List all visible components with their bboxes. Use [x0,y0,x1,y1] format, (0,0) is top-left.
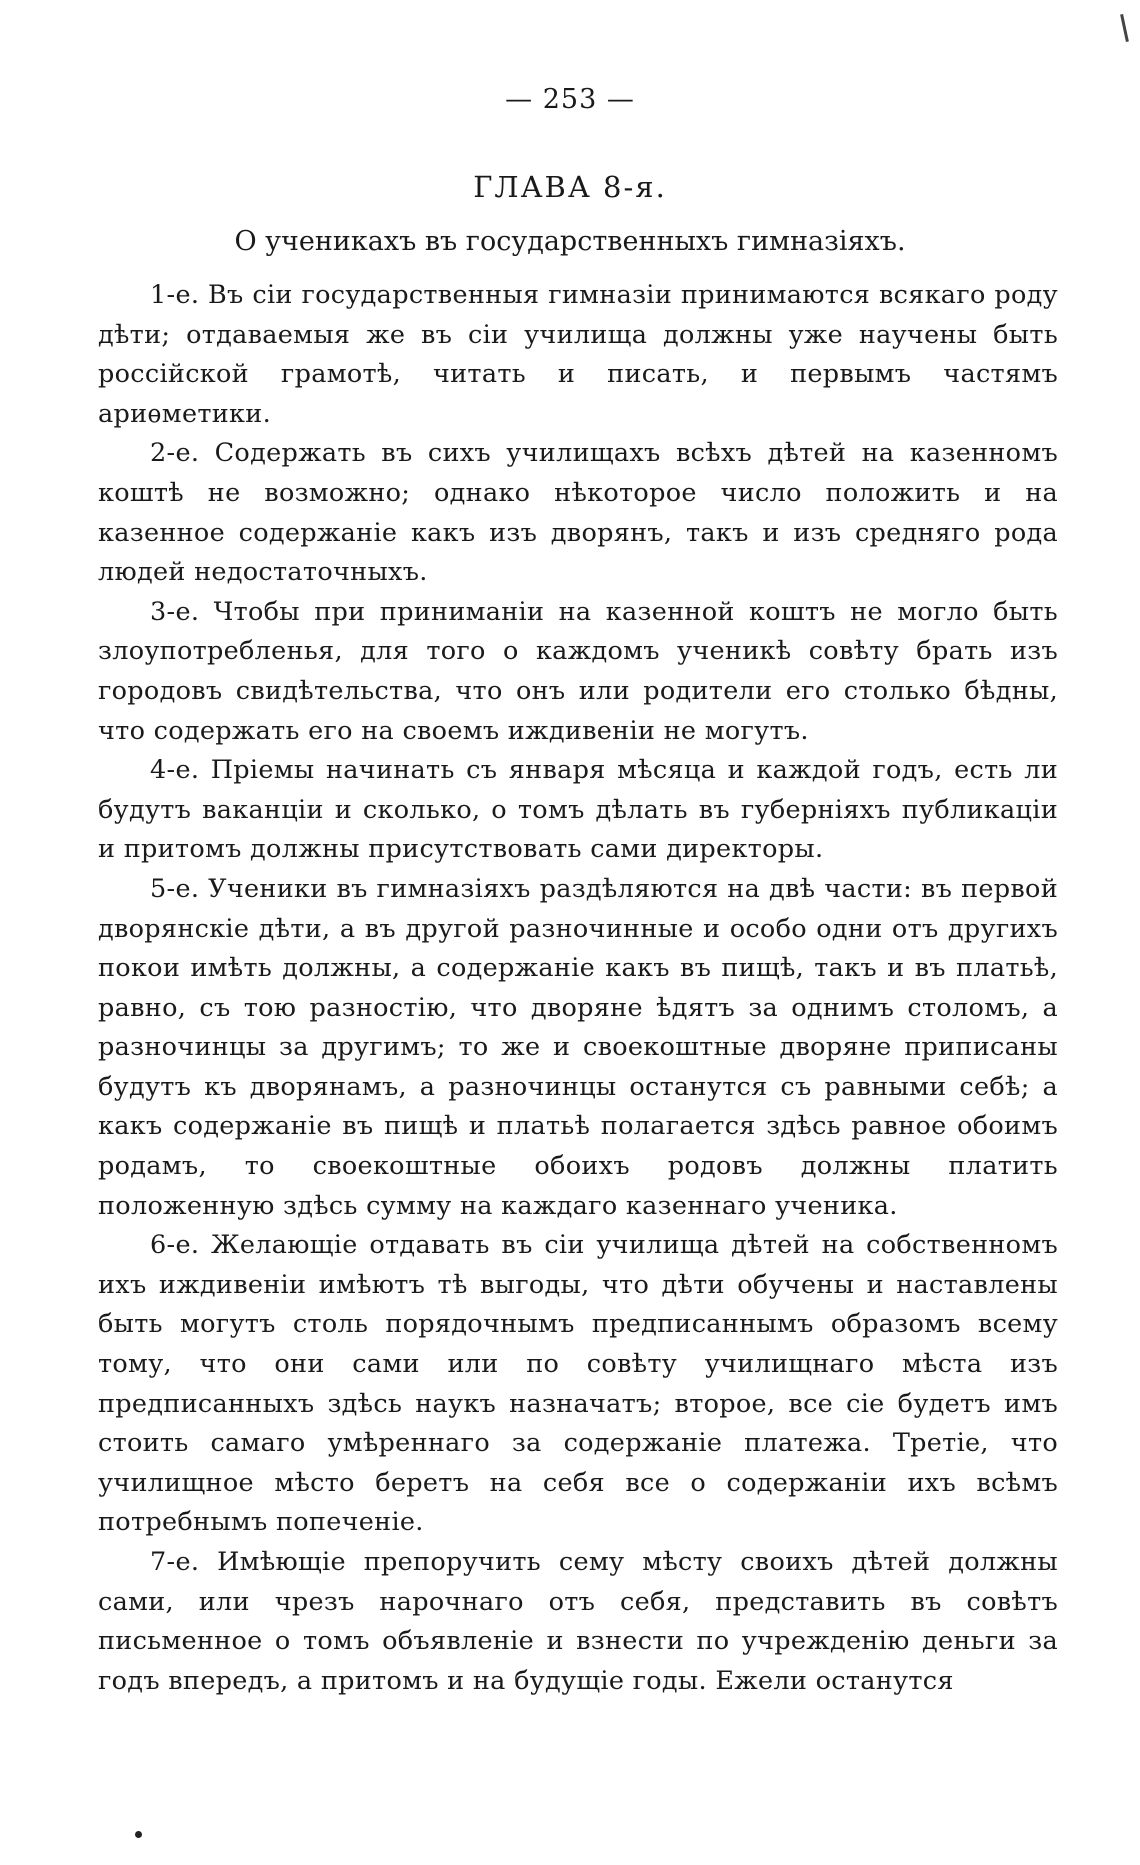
paragraph-4: 4-е. Пріемы начинать съ января мѣсяца и каждой годъ, есть ли будутъ ваканціи и сколько, о томъ дѣлать въ губерніяхъ публикаціи и притомъ должны присутствовать сами директоры. [98,755,1058,865]
chapter-title: ГЛАВА 8-я. [473,170,667,204]
paragraph-3: 3-е. Чтобы при приниманіи на казенной коштъ не могло быть злоупотребленья, для того о каждомъ ученикѣ совѣту брать изъ городовъ свидѣтельства, что онъ или родители его столько бѣдны, что содержать его на своемъ иждивеніи не могутъ. [98,596,1058,746]
paragraph-7: 7-е. Имѣющіе препоручить сему мѣсту своихъ дѣтей должны сами, или чрезъ нарочнаго отъ себя, представить въ совѣтъ письменное о томъ объявленіе и взнести по учрежденію деньги за годъ впередъ, а притомъ и на будущіе годы. Ежели останутся [98,1547,1058,1696]
ink-dot-mark [135,1831,142,1838]
chapter-subtitle: О ученикахъ въ государственныхъ гимназіяхъ. [234,226,906,257]
scan-edge-mark [1120,14,1129,42]
paragraph-5: 5-е. Ученики въ гимназіяхъ раздѣляются на двѣ части: въ первой дворянскіе дѣти, а въ другой разночинные и особо одни отъ другихъ покои имѣть должны, а содержаніе какъ въ пищѣ, такъ и въ платьѣ, равно, съ тою разностію, что дворяне ѣдятъ за однимъ столомъ, а разночинцы за другимъ; то же и своекоштные дворяне приписаны будутъ къ дворянамъ, а разночинцы останутся съ равными себѣ; а какъ содержаніе въ пищѣ и платьѣ полагается здѣсь равное обоимъ родамъ, то своекоштные обоихъ родовъ должны платить положенную здѣсь сумму на каждаго казеннаго ученика. [98,873,1058,1221]
paragraph-1: 1-е. Въ сіи государственныя гимназіи принимаются всякаго роду дѣти; отдаваемыя же въ сіи училища должны уже научены быть россійской грамотѣ, читать и писать, и первымъ частямъ ариѳметики. [98,280,1058,429]
body-text [98,276,1058,1701]
paragraph-2: 2-е. Содержать въ сихъ училищахъ всѣхъ дѣтей на казенномъ коштѣ не возможно; однако нѣкоторое число положить и на казенное содержаніе какъ изъ дворянъ, такъ и изъ средняго рода людей недостаточныхъ. [98,438,1058,588]
paragraph-6: 6-е. Желающіе отдавать въ сіи училища дѣтей на собственномъ ихъ иждивеніи имѣютъ тѣ выгоды, что дѣти обучены и наставлены быть могутъ столь порядочнымъ предписаннымъ образомъ всему тому, что они сами или по совѣту училищнаго мѣста изъ предписанныхъ здѣсь наукъ назначатъ; второе, все сіе будетъ имъ стоить самаго умѣреннаго за содержаніе платежа. Третіе, что училищное мѣсто беретъ на себя все о содержаніи ихъ всѣмъ потребнымъ попеченіе. [98,1230,1058,1538]
page-number: — 253 — [505,84,635,115]
